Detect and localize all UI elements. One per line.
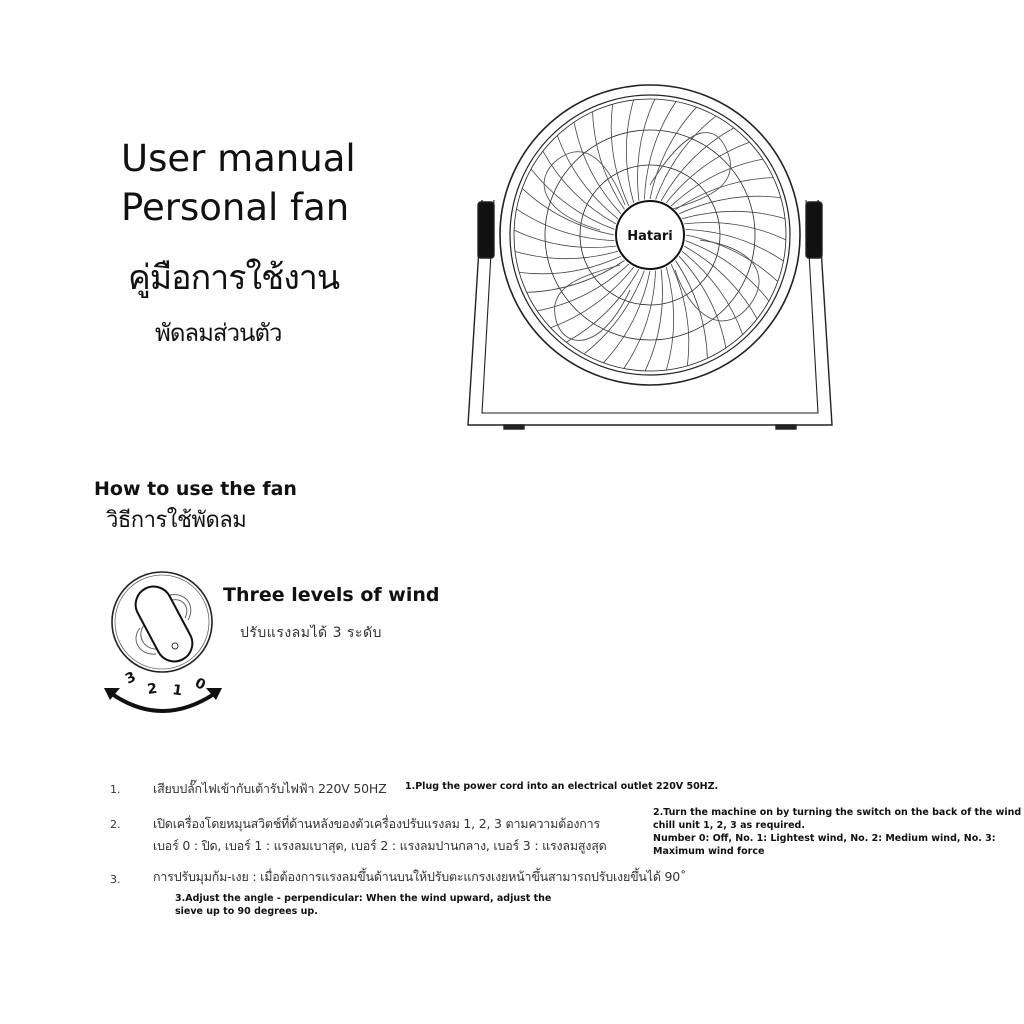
step-3-english-line2: sieve up to 90 degrees up. bbox=[175, 906, 318, 917]
right-hinge bbox=[806, 202, 822, 258]
title-line2: Personal fan bbox=[121, 186, 350, 229]
dial-level-2: 2 bbox=[146, 680, 159, 698]
step-2-thai-line1: เปิดเครื่องโดยหมุนสวิตช์ที่ด้านหลังของตัวเครื่องปรับแรงลม 1, 2, 3 ตามความต้องการ bbox=[153, 816, 600, 831]
step-3-thai: การปรับมุมก้ม-เงย : เมื่อต้องการแรงลมขึ้นด้านบนให้ปรับตะแกรงเงยหน้าขึ้นสามารถปรับเงยขึ้นได้ 90˚ bbox=[153, 869, 687, 884]
dial-arc-arrow bbox=[112, 694, 214, 711]
dial-level-3: 3 bbox=[122, 669, 139, 688]
left-hinge bbox=[478, 202, 494, 258]
dial-level-0: 0 bbox=[192, 675, 208, 694]
fan-brand-logo: Hatari bbox=[627, 229, 673, 244]
step-1-english: 1.Plug the power cord into an electrical outlet 220V 50HZ. bbox=[405, 781, 719, 792]
step-2-english-line2: chill unit 1, 2, 3 as required. bbox=[653, 820, 805, 831]
step-1-number: 1. bbox=[110, 783, 121, 796]
step-2-english-line4: Maximum wind force bbox=[653, 846, 765, 857]
wind-dial-illustration bbox=[100, 570, 230, 722]
subtitle-thai: พัดลมส่วนตัว bbox=[155, 319, 282, 347]
fan-illustration bbox=[460, 80, 840, 435]
step-2-thai-line2: เบอร์ 0 : ปิด, เบอร์ 1 : แรงลมเบาสุด, เบอร์ 2 : แรงลมปานกลาง, เบอร์ 3 : แรงลมสูงสุด bbox=[153, 838, 607, 853]
step-3-number: 3. bbox=[110, 873, 121, 886]
wind-title-th: ปรับแรงลมได้ 3 ระดับ bbox=[240, 625, 382, 641]
how-to-title-th: วิธีการใช้พัดลม bbox=[106, 508, 247, 533]
step-3-english-line1: 3.Adjust the angle - perpendicular: When the wind upward, adjust the bbox=[175, 893, 552, 904]
step-2-number: 2. bbox=[110, 818, 121, 831]
title-thai: คู่มือการใช้งาน bbox=[128, 258, 340, 298]
title-line1: User manual bbox=[121, 137, 356, 180]
how-to-title-en: How to use the fan bbox=[94, 478, 297, 500]
step-2-english-line3: Number 0: Off, No. 1: Lightest wind, No. 2: Medium wind, No. 3: bbox=[653, 833, 996, 844]
step-2-english-line1: 2.Turn the machine on by turning the switch on the back of the wind bbox=[653, 807, 1022, 818]
dial-level-1: 1 bbox=[171, 682, 184, 700]
step-1-thai: เสียบปลั๊กไฟเข้ากับเต้ารับไฟฟ้า 220V 50HZ bbox=[153, 781, 387, 796]
wind-title-en: Three levels of wind bbox=[223, 584, 440, 606]
